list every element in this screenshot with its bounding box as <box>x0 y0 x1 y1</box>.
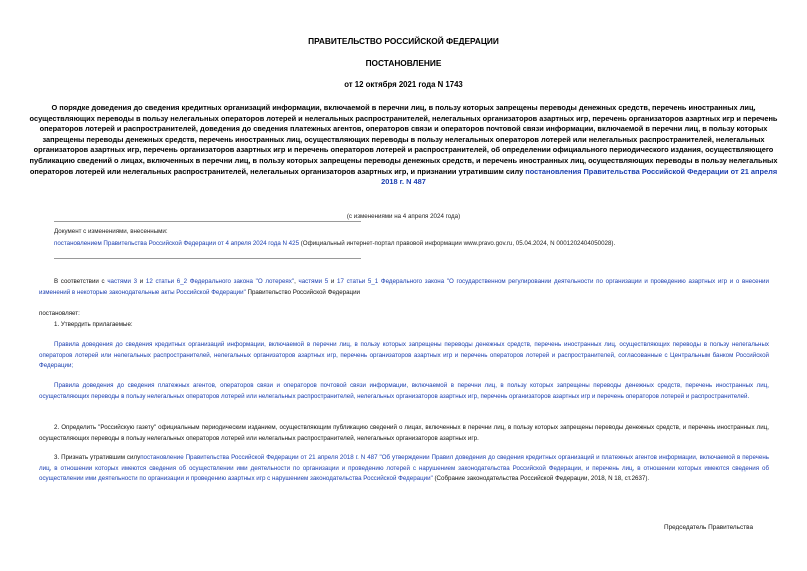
law-link-gambling[interactable]: 17 статьи 5_1 Федерального закона "О государственном регулировании деятельности по организации и проведению азартных игр и о внесении изменений в некоторые законодательные акты Российской Федерации" <box>39 278 769 296</box>
repealed-decree-link[interactable]: постановление Правительства Российской Федерации от 21 апреля 2018 г. N 487 "Об утверждении Правил доведения до сведения кредитных организаций и платежных агентов информации, включаемой в перечень лиц, в отношении которых имеются сведения об осуществлении ими деятельности по организации и проведению лотерей с нарушением законодательства Российской Федерации, и перечень лиц, в отношении которых имеются сведения об осуществлении ими деятельности по организации и проведению азартных игр с нарушением законодательства Российской Федерации" <box>39 454 769 483</box>
changes-note: (с изменениями на 4 апреля 2024 года) <box>346 213 461 220</box>
preamble-text: Правительство Российской Федерации <box>245 288 361 296</box>
law-link-lottery[interactable]: 12 статьи 6_2 Федерального закона "О лотереях" <box>145 278 295 285</box>
document-date-number: от 12 октября 2021 года N 1743 <box>344 80 463 89</box>
title-repealed-link[interactable]: постановления Правительства Российской Федерации от 21 апреля 2018 г. N 487 <box>381 166 778 187</box>
preamble-text: и <box>137 278 146 285</box>
item-3-source: (Собрание законодательства Российской Федерации, 2018, N 18, ст.2637). <box>432 475 650 483</box>
rules-link-payment-agents[interactable]: Правила доведения до сведения платежных агентов, операторов связи и операторов почтовой связи информации, включаемой в перечни лиц, в пользу которых запрещены переводы денежных средств, перечень иностранных лиц, осуществляющих переводы в пользу нелегальных операторов лотерей или нелегальных распространителей, нелегальных организаторов азартных игр, перечень организаторов азартных игр и перечень операторов лотерей и распространителей. <box>39 382 769 400</box>
document-changes-line <box>54 240 794 247</box>
document-title <box>22 103 785 188</box>
law-link-part5[interactable]: частями 5 <box>298 278 329 285</box>
preamble-text: и <box>328 278 338 285</box>
preamble-text: В соответствии с <box>54 278 108 285</box>
document-changes-label: Документ с изменениями, внесенными: <box>54 228 168 235</box>
decree-word: постановляет: <box>39 310 80 317</box>
amendment-source: (Официальный интернет-портал правовой информации www.pravo.gov.ru, 05.04.2024, N 0001202404050028). <box>299 240 616 247</box>
item-2: 2. Определить "Российскую газету" официальным периодическим изданием, осуществляющим публикацию сведений о лицах, включенных в перечни лиц, в пользу которых запрещены переводы денежных средств, и перечень иностранных лиц, осуществляющих переводы в пользу нелегальных операторов лотерей или нелегальных распространителей, нелегальных организаторов азартных игр. <box>39 424 769 442</box>
preamble-text: , <box>294 278 299 285</box>
item-1: 1. Утвердить прилагаемые: <box>54 321 133 328</box>
bottom-divider <box>54 258 361 259</box>
document-type: ПОСТАНОВЛЕНИЕ <box>365 58 442 68</box>
top-divider <box>54 221 361 222</box>
item-3 <box>39 453 769 485</box>
signature-title: Председатель Правительства <box>664 524 753 531</box>
title-text: О порядке доведения до сведения кредитных организаций информации, включаемой в перечни лиц, в пользу которых запрещены переводы денежных средств, перечень иностранных лиц, осуществляющих переводы в пользу нелегальных операторов лотерей и нелегальных распространителей, нелегальных организаторов азартных игр, перечень организаторов азартных игр и перечень операторов лотерей и распространителей, доведения до сведения платежных агентов, операторов связи и операторов почтовой связи информации, включаемой в перечни лиц, в пользу которых запрещены переводы денежных средств, перечень иностранных лиц, осуществляющих переводы в пользу нелегальных операторов лотерей или нелегальных распространителей, нелегальных организаторов азартных игр, перечень организаторов азартных игр и перечень операторов лотерей и распространителей, об определении официального периодического издания, осуществляющего публикацию сведений о лицах, включенных в перечни лиц, в пользу которых запрещены переводы денежных средств, и перечень иностранных лиц, осуществляющих переводы в пользу нелегальных операторов лотерей или нелегальных распространителей, нелегальных организаторов азартных игр, и признании утратившим силу <box>29 103 778 176</box>
item-3-text: 3. Признать утратившим силу <box>54 454 141 461</box>
preamble-paragraph <box>39 277 769 298</box>
rules-link-credit-organizations[interactable]: Правила доведения до сведения кредитных организаций информации, включаемой в перечни лиц, в пользу которых запрещены переводы денежных средств, перечень иностранных лиц, осуществляющих переводы в пользу нелегальных операторов лотерей или нелегальных распространителей, нелегальных организаторов азартных игр, перечень организаторов азартных игр и перечень операторов лотерей и распространителей, согласованные с Центральным банком Российской Федерации; <box>39 341 769 370</box>
law-link-part3[interactable]: частями 3 <box>107 278 138 285</box>
amendment-link[interactable]: постановлением Правительства Российской Федерации от 4 апреля 2024 года N 425 <box>54 240 300 247</box>
government-name: ПРАВИТЕЛЬСТВО РОССИЙСКОЙ ФЕДЕРАЦИИ <box>308 36 499 46</box>
